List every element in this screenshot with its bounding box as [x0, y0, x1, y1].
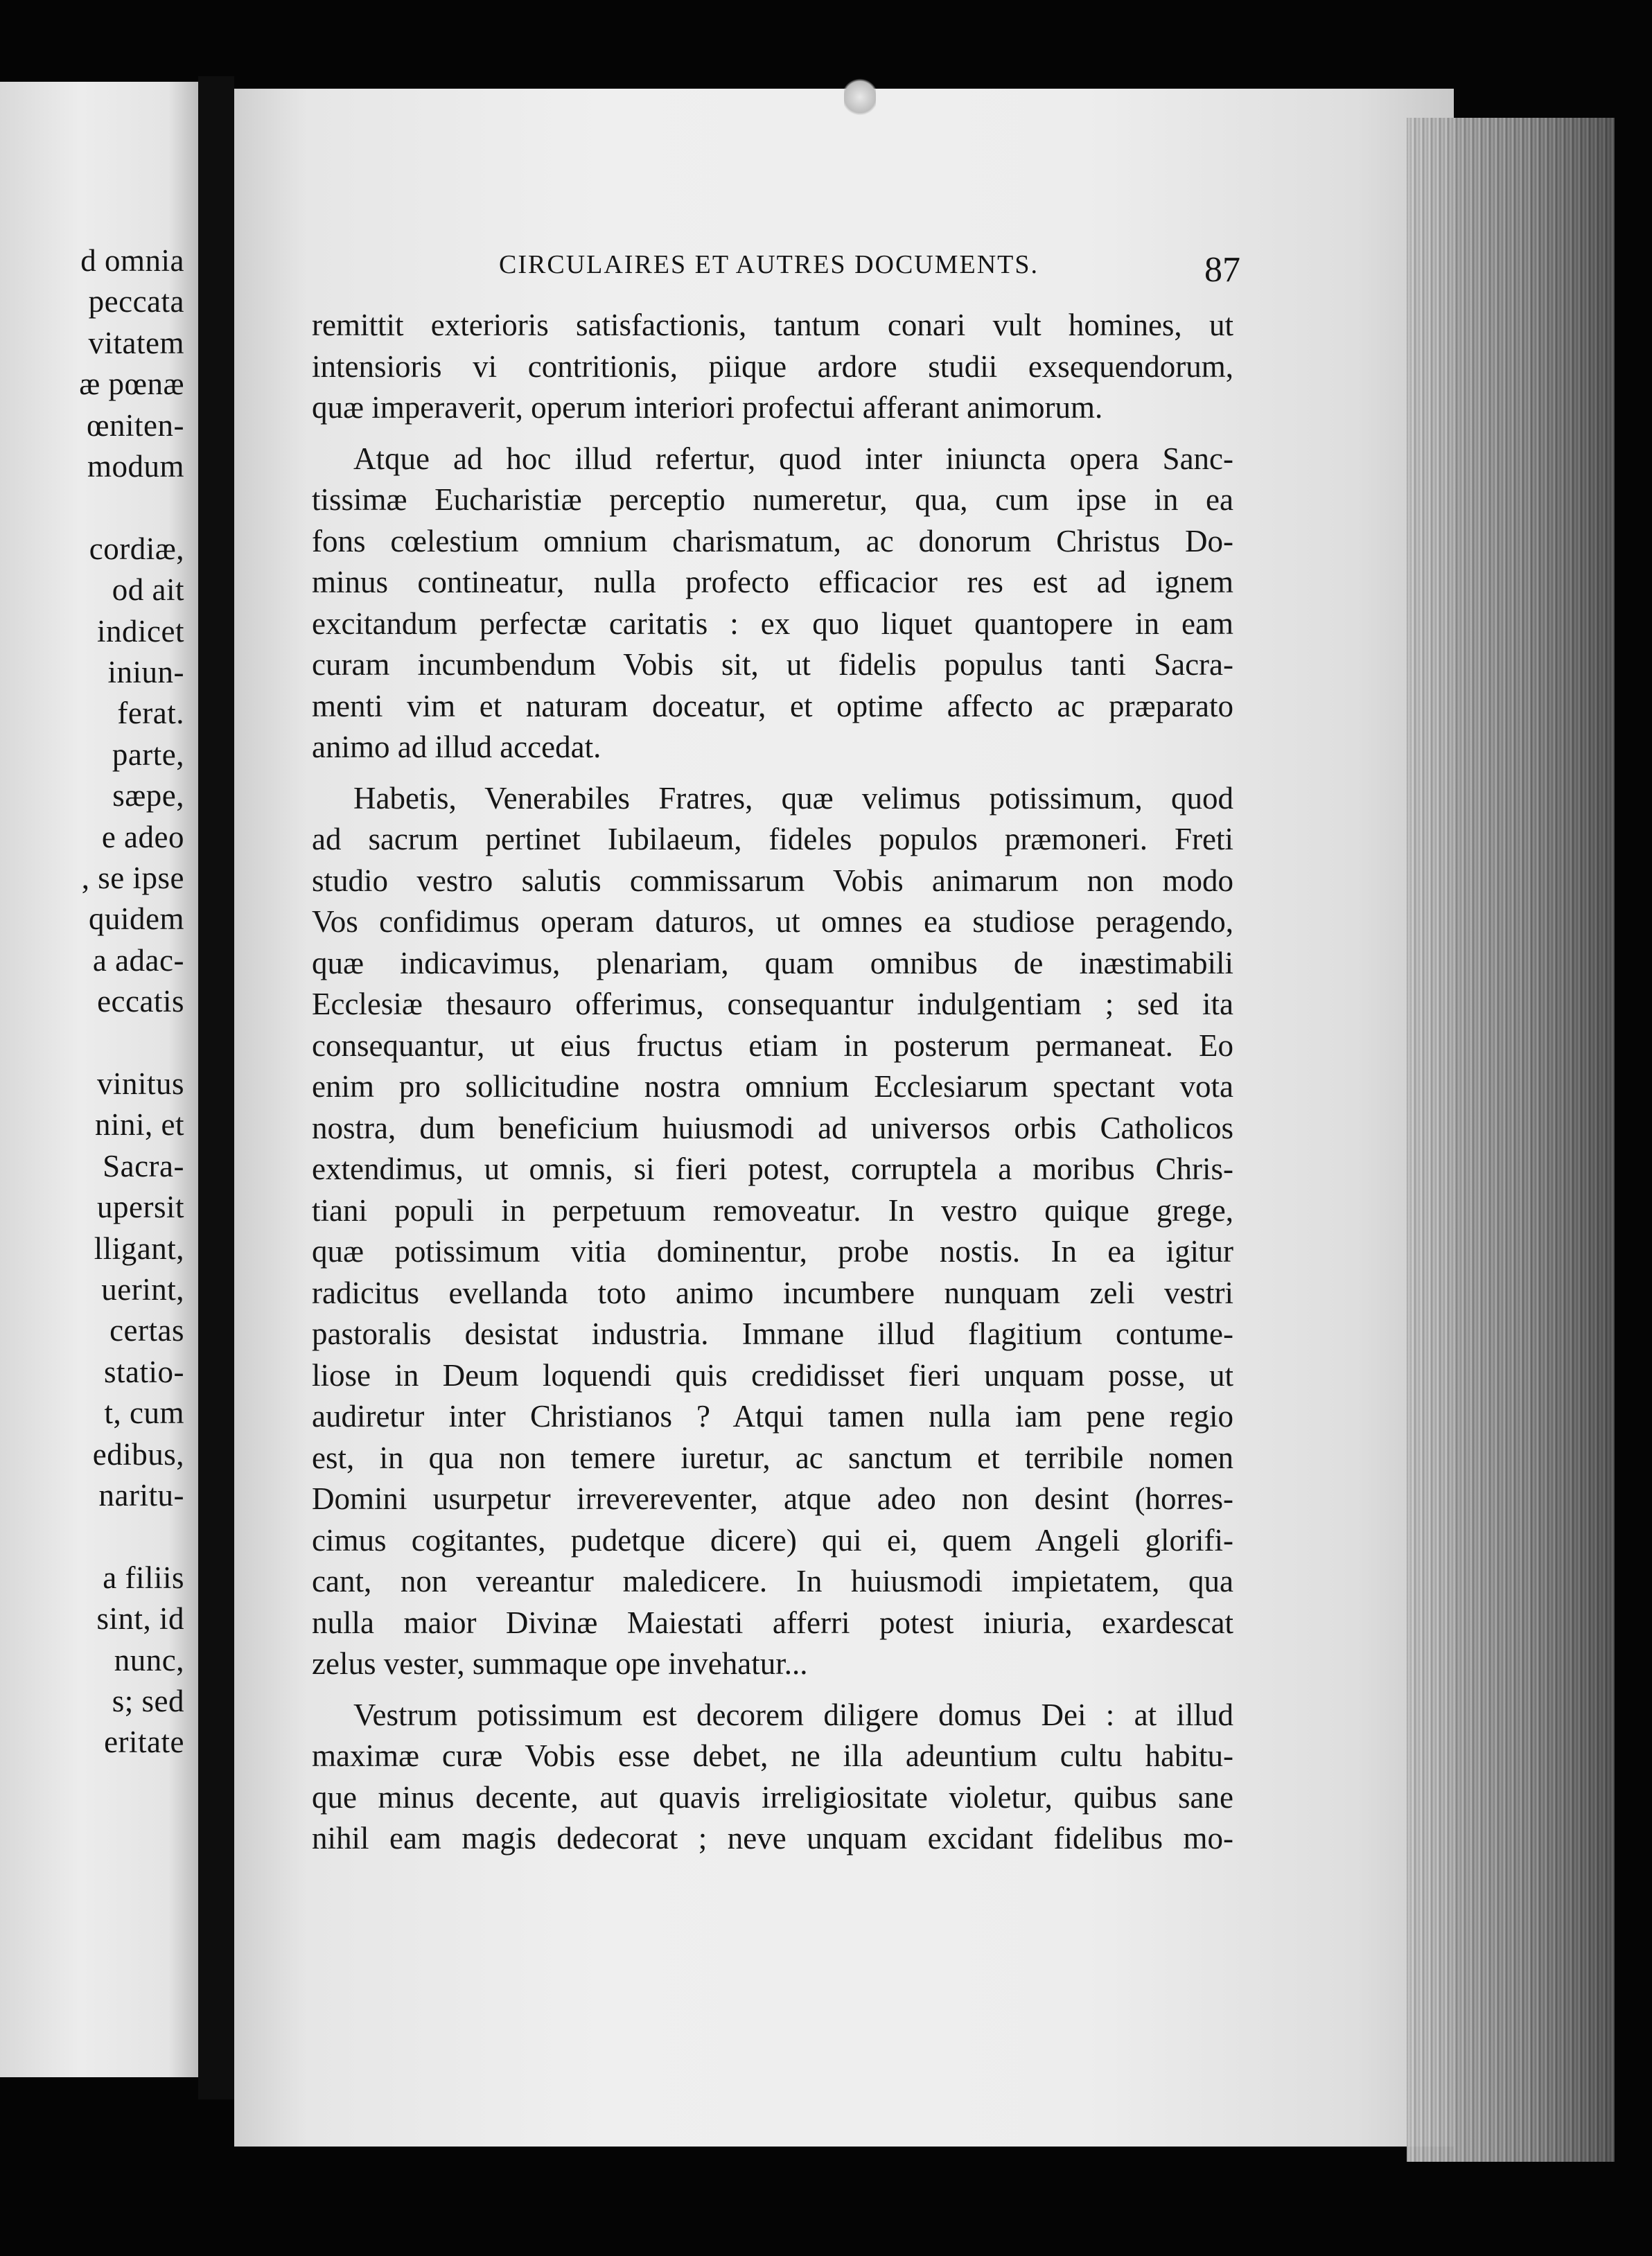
left-page-line: quidem	[89, 901, 184, 937]
left-facing-page	[0, 82, 198, 2077]
left-page-line: lligant,	[94, 1231, 184, 1266]
text-line: intensioris vi contritionis, piique ardore studii exsequendorum,	[312, 349, 1233, 384]
left-page-line: nunc,	[114, 1642, 184, 1677]
text-line: radicitus evellanda toto animo incumbere nunquam zeli vestri	[312, 1275, 1233, 1310]
text-line: Habetis, Venerabiles Fratres, quæ velimus potissimum, quod	[353, 780, 1233, 816]
paragraph-gap	[312, 768, 1233, 778]
text-line: audiretur inter Christianos ? Atqui tamen nulla iam pene regio	[312, 1399, 1233, 1434]
left-page-line: parte,	[112, 737, 184, 772]
text-line: zelus vester, summaque ope invehatur...	[312, 1646, 808, 1681]
paper-blemish	[844, 76, 876, 118]
text-line: que minus decente, aut quavis irreligiositate violetur, quibus sane	[312, 1779, 1233, 1815]
text-line: fons cœlestium omnium charismatum, ac donorum Christus Do-	[312, 523, 1233, 558]
paragraph	[312, 305, 1233, 429]
left-page-line: sæpe,	[112, 778, 184, 813]
left-page-line: nini, et	[95, 1107, 184, 1143]
text-line: minus contineatur, nulla profecto efficacior res est ad ignem	[312, 565, 1233, 599]
left-page-line: eritate	[104, 1725, 184, 1760]
left-page-line: iniun-	[107, 655, 184, 689]
left-page-line: vinitus	[96, 1066, 184, 1101]
left-page-line: cordiæ,	[89, 531, 184, 566]
paragraph	[312, 439, 1233, 768]
left-page-line: a adac-	[92, 942, 184, 978]
left-page-line: uerint,	[101, 1272, 184, 1307]
book-gutter	[198, 76, 234, 2099]
text-line: cant, non vereantur maledicere. In huiusmodi impietatem, qua	[312, 1564, 1233, 1598]
text-line: animo ad illud accedat.	[312, 730, 601, 764]
text-line: remittit exterioris satisfactionis, tantum conari vult homines, ut	[312, 308, 1233, 342]
page-edges-shadow	[1407, 118, 1615, 2162]
text-line: liose in Deum loquendi quis credidisset fieri unquam posse, ut	[312, 1357, 1233, 1393]
running-head: CIRCULAIRES ET AUTRES DOCUMENTS.	[499, 250, 1039, 279]
left-page-line: peccata	[88, 284, 184, 319]
left-page-line: e adeo	[101, 819, 184, 854]
text-line: cimus cogitantes, pudetque dicere) qui ei, quem Angeli glorifi-	[312, 1522, 1233, 1558]
text-line: enim pro sollicitudine nostra omnium Ecclesiarum spectant vota	[312, 1069, 1233, 1104]
left-page-line: s; sed	[112, 1684, 184, 1718]
page-body-text	[312, 305, 1233, 1860]
paragraph-gap	[312, 1685, 1233, 1695]
text-line: est, in qua non temere iuretur, ac sanctum et terribile nomen	[312, 1440, 1233, 1475]
text-line: tissimæ Eucharistiæ perceptio numeretur, qua, cum ipse in ea	[312, 482, 1233, 517]
left-page-line: d omnia	[80, 243, 184, 278]
text-line: Vos confidimus operam daturos, ut omnes ea studiose peragendo,	[312, 904, 1233, 939]
left-page-line: modum	[87, 449, 184, 484]
text-line: extendimus, ut omnis, si fieri potest, corruptela a moribus Chris-	[312, 1152, 1233, 1186]
left-page-line: upersit	[97, 1190, 184, 1225]
left-page-line: a filiis	[103, 1560, 184, 1595]
text-line: excitandum perfectæ caritatis : ex quo liquet quantopere in eam	[312, 606, 1233, 641]
paragraph-gap	[312, 429, 1233, 439]
left-page-line: indicet	[97, 613, 184, 649]
text-line: studio vestro salutis commissarum Vobis animarum non modo	[312, 863, 1233, 898]
left-page-line: æ pœnæ	[79, 367, 184, 402]
text-line: Domini usurpetur irrevereventer, atque adeo non desint (horres-	[312, 1481, 1233, 1516]
text-line: Atque ad hoc illud refertur, quod inter iniuncta opera Sanc-	[353, 441, 1233, 476]
left-page-line: statio-	[104, 1354, 184, 1389]
text-line: quæ indicavimus, plenariam, quam omnibus de inæstimabili	[312, 945, 1233, 980]
left-page-line: naritu-	[98, 1478, 184, 1513]
page-number: 87	[1204, 250, 1240, 290]
left-page-line: , se ipse	[81, 861, 184, 895]
paragraph	[312, 1695, 1233, 1860]
text-line: menti vim et naturam doceatur, et optime affecto ac præparato	[312, 688, 1233, 723]
left-page-line: ferat.	[117, 696, 184, 731]
text-line: Ecclesiæ thesauro offerimus, consequantur indulgentiam ; sed ita	[312, 987, 1233, 1021]
left-page-line: t, cum	[104, 1395, 184, 1431]
text-line: curam incumbendum Vobis sit, ut fidelis populus tanti Sacra-	[312, 647, 1233, 682]
left-page-line: certas	[109, 1313, 184, 1348]
left-page-line: od ait	[112, 572, 184, 608]
text-line: maximæ curæ Vobis esse debet, ne illa adeuntium cultu habitu-	[312, 1738, 1233, 1773]
left-page-line: œniten-	[87, 407, 184, 443]
left-page-line: sint, id	[96, 1601, 184, 1637]
left-page-line: vitatem	[88, 325, 184, 360]
paragraph	[312, 778, 1233, 1685]
text-line: nulla maior Divinæ Maiestati afferri potest iniuria, exardescat	[312, 1605, 1233, 1640]
left-page-line: eccatis	[97, 984, 184, 1019]
text-line: nihil eam magis dedecorat ; neve unquam excidant fidelibus mo-	[312, 1821, 1233, 1856]
text-line: tiani populi in perpetuum removeatur. In vestro quique grege,	[312, 1192, 1233, 1228]
text-line: Vestrum potissimum est decorem diligere domus Dei : at illud	[353, 1697, 1233, 1732]
text-line: pastoralis desistat industria. Immane illud flagitium contume-	[312, 1316, 1233, 1351]
left-page-line: edibus,	[92, 1436, 184, 1472]
text-line: ad sacrum pertinet Iubilaeum, fideles populos præmoneri. Freti	[312, 822, 1233, 856]
text-line: quæ imperaverit, operum interiori profectui afferant animorum.	[312, 390, 1103, 425]
text-line: nostra, dum beneficium huiusmodi ad universos orbis Catholicos	[312, 1110, 1233, 1145]
text-line: quæ potissimum vitia dominentur, probe nostis. In ea igitur	[312, 1234, 1233, 1269]
left-page-line: Sacra-	[103, 1148, 184, 1183]
text-line: consequantur, ut eius fructus etiam in posterum permaneat. Eo	[312, 1028, 1233, 1063]
